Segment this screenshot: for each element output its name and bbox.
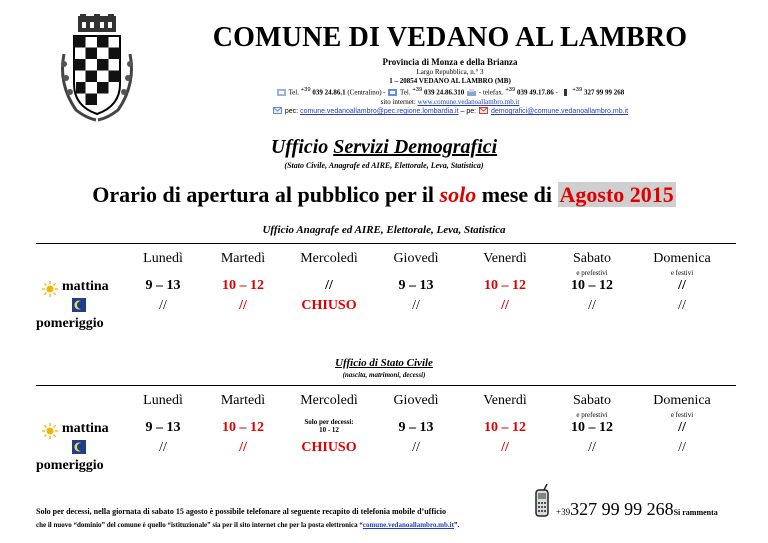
address-line-2: 1 – 20854 VEDANO AL LAMBRO (MB)	[389, 77, 511, 86]
afternoon-hours: //	[678, 298, 686, 313]
contact-block	[160, 68, 740, 116]
email-line: pec: comune.vedanoallambro@pec.regione.lombardia.it – pe: demografici@comune.vedanoallambro.mb.it	[160, 107, 740, 116]
morning-label: mattina	[62, 421, 109, 436]
phone-line: Tel. $^{+39}$ 039 24.86.1 (Centralino) - Tel. $^{+39}$ 039 24.86.310 - telefax. $^{+39}$ 039 49.17.86 - $^{+39}$ 327 99 99 268	[160, 86, 740, 98]
morning-hours: //	[325, 278, 333, 293]
domain-link[interactable]: comune.vedanoallambro.mb.it	[362, 521, 454, 529]
day-note: e prefestivi	[576, 269, 608, 277]
mobile-icon	[561, 89, 570, 96]
afternoon-hours: //	[159, 440, 167, 455]
day-header: Domenica	[653, 251, 711, 266]
afternoon-label: pomeriggio	[36, 458, 104, 473]
day-header: Lunedì	[143, 393, 183, 408]
office-title: Ufficio Servizi Demografici	[270, 136, 498, 158]
afternoon-hours: //	[239, 298, 247, 313]
afternoon-label: pomeriggio	[36, 316, 104, 331]
day-note: e festivi	[670, 269, 694, 277]
morning-hours: 9 – 13	[398, 278, 434, 293]
fax-icon	[467, 89, 476, 96]
morning-hours: 9 – 13	[398, 420, 434, 435]
sun-icon	[42, 281, 58, 297]
morning-hours: 10 – 12	[571, 420, 613, 435]
afternoon-hours: //	[588, 440, 596, 455]
phone-icon	[277, 89, 286, 96]
province-text: Provincia di Monza e della Brianza	[382, 57, 518, 67]
email-icon	[273, 107, 282, 114]
footer-note: Solo per decessi, nella giornata di sabato 15 agosto è possibile telefonare al seguente recapito di telefonia mobile d’ufficio	[36, 507, 446, 516]
afternoon-hours: //	[159, 298, 167, 313]
pe-link[interactable]: demografici@comune.vedanoallambro.mb.it	[491, 108, 629, 116]
morning-hours: 10 – 12	[222, 278, 264, 293]
table2-subtitle: (nascita, matrimoni, decessi)	[342, 371, 426, 379]
day-header: Lunedì	[143, 251, 183, 266]
wed-note-1: Solo per decessi:	[304, 418, 354, 426]
afternoon-hours: //	[588, 298, 596, 313]
morning-hours: 10 – 12	[571, 278, 613, 293]
afternoon-hours: //	[412, 298, 420, 313]
morning-hours: 10 – 12	[484, 420, 526, 435]
table1-top-rule	[36, 243, 736, 244]
table1-title: Ufficio Anagrafe ed AIRE, Elettorale, Leva, Statistica	[262, 224, 506, 236]
table2-title: Ufficio di Stato Civile	[335, 357, 433, 369]
crest-icon	[56, 14, 138, 122]
month-highlight: Agosto 2015	[559, 182, 674, 207]
morning-hours: //	[678, 420, 686, 435]
day-header: Martedì	[220, 393, 266, 408]
day-header: Domenica	[653, 393, 711, 408]
site-link[interactable]: www.comune.vedanoallambro.mb.it	[417, 97, 520, 106]
pec-link[interactable]: comune.vedanoallambro@pec.regione.lombardia.it	[300, 108, 459, 116]
day-header: Venerdì	[483, 393, 527, 408]
mobile-number: +39327 99 99 268Si rammenta	[556, 499, 718, 519]
table2-top-rule	[36, 385, 736, 386]
afternoon-hours: //	[501, 440, 509, 455]
afternoon-hours: //	[678, 440, 686, 455]
day-header: Mercoledì	[300, 251, 358, 266]
day-note: e festivi	[670, 411, 694, 419]
morning-hours: 9 – 13	[145, 420, 181, 435]
afternoon-hours: //	[239, 440, 247, 455]
day-header: Sabato	[572, 393, 612, 408]
moon-icon	[72, 440, 86, 454]
wed-note-2: 10 - 12	[319, 426, 339, 434]
footer-domain-note: che il nuovo “dominio” del comune è quello “istituzionale” sia per il sito internet che per la posta elettronica “comune.vedanoallambro.mb.it”.	[36, 521, 460, 529]
morning-hours: //	[678, 278, 686, 293]
site-line: sito internet: www.comune.vedanoallambro.mb.it	[380, 97, 520, 106]
moon-icon	[72, 298, 86, 312]
afternoon-hours: CHIUSO	[301, 440, 357, 455]
morning-hours	[289, 418, 369, 434]
afternoon-hours: //	[501, 298, 509, 313]
morning-hours: 10 – 12	[484, 278, 526, 293]
email2-icon	[479, 107, 488, 114]
cellphone-icon	[530, 484, 554, 518]
day-header: Giovedì	[393, 251, 439, 266]
address-line-1: Largo Repubblica, n.° 3	[416, 68, 484, 76]
sun-icon	[42, 423, 58, 439]
day-header: Martedì	[220, 251, 266, 266]
afternoon-hours: //	[412, 440, 420, 455]
morning-hours: 9 – 13	[145, 278, 181, 293]
day-header: Sabato	[572, 251, 612, 266]
day-header: Venerdì	[483, 251, 527, 266]
day-note: e prefestivi	[576, 411, 608, 419]
afternoon-hours: CHIUSO	[301, 298, 357, 313]
morning-hours: 10 – 12	[222, 420, 264, 435]
day-header: Mercoledì	[300, 393, 358, 408]
phone2-icon	[388, 89, 397, 96]
page-title: COMUNE DI VEDANO AL LAMBRO	[212, 22, 688, 53]
day-header: Giovedì	[393, 393, 439, 408]
headline: Orario di apertura al pubblico per il solo mese di Agosto 2015	[92, 182, 674, 207]
office-subtitle: (Stato Civile, Anagrafe ed AIRE, Elettorale, Leva, Statistica)	[284, 161, 484, 170]
morning-label: mattina	[62, 279, 109, 294]
